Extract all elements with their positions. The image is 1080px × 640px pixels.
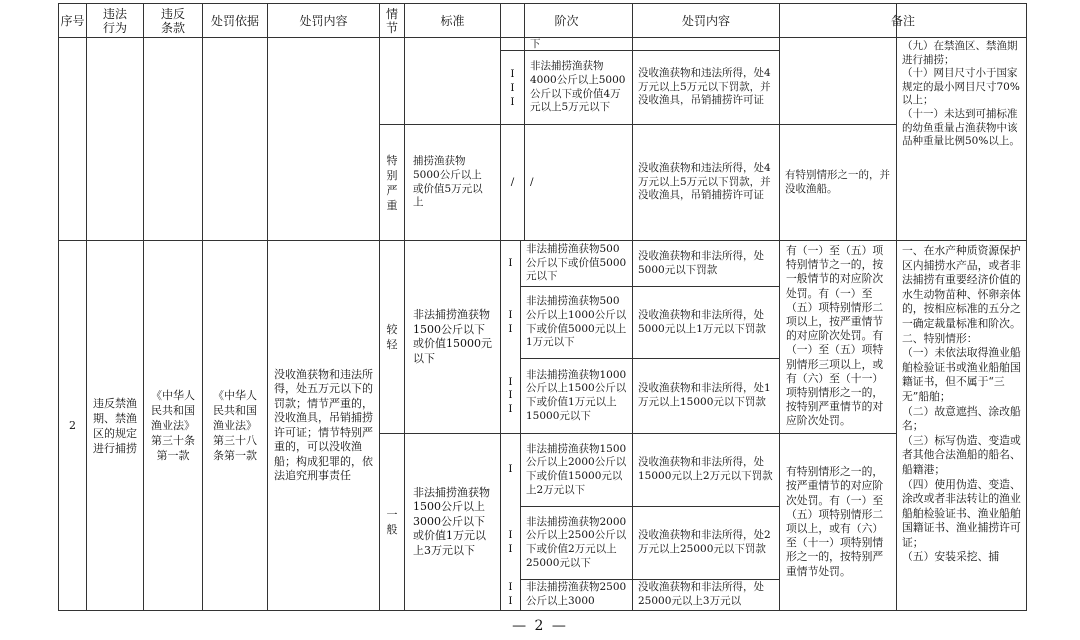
header-basis: 处罚依据	[210, 13, 259, 28]
light-tier-3-roman: I I I	[508, 375, 513, 415]
light-tier-2-roman: I I	[508, 308, 513, 335]
general-tier-1-roman: I	[508, 463, 513, 476]
general-remark: 有特别情形之一的，按严重情节的对应阶次处罚。有（一）至（五）项特别情形二项以上，或有（六）至（十一）项特别情形之一的，按特别严重情节处罚。	[786, 465, 884, 578]
header-remark: 备注	[890, 13, 915, 28]
entry-clause: 《中华人民共和国渔业法》第三十条第一款	[151, 389, 195, 462]
tier-penalty: 没收渔获物和违法所得，处4万元以上5万元以下罚款，并没收渔具，吊销捕捞许可证	[638, 67, 771, 107]
header-seq: 序号	[60, 13, 85, 28]
plot-label-special: 特别严重	[386, 153, 398, 212]
light-standard: 非法捕捞渔获物1500公斤以下或价值15000元以下	[413, 308, 492, 365]
header-tier: 阶次	[554, 13, 579, 28]
remark-continued: （九）在禁渔区、禁渔期进行捕捞； （十）网目尺寸小于国家规定的最小网目尺寸70%以上； （十一）未达到可捕标准的幼鱼重量占渔获物中该品种重量比例50%以上。	[902, 40, 1020, 148]
general-tier-3-roman: I I	[508, 581, 513, 607]
entry-basis: 《中华人民共和国渔业法》第三十八条第一款	[213, 389, 257, 462]
entry-act: 违反禁渔期、禁渔区的规定进行捕捞	[93, 396, 137, 455]
light-tier-2-text: 非法捕捞渔获物500公斤以上1000公斤以下或价值5000元以上1万元以下	[526, 295, 627, 349]
header-content: 处罚内容	[299, 13, 348, 28]
general-standard: 非法捕捞渔获物1500公斤以上3000公斤以下或价值1万元以上3万元以下	[413, 485, 490, 557]
light-tier-3-text: 非法捕捞渔获物1000公斤以上1500公斤以下或价值1万元以上15000元以下	[526, 368, 627, 422]
tier-fragment: 下	[530, 38, 541, 50]
slash-tier: /	[530, 175, 534, 188]
general-tier-2-penalty: 没收渔获物和非法所得，处2万元以上25000元以下罚款	[638, 529, 771, 555]
header-standard: 标准	[440, 13, 465, 28]
light-tier-1-roman: I	[508, 256, 513, 269]
general-tier-2-text: 非法捕捞渔获物2000公斤以上2500公斤以下或价值2万元以上25000元以下	[526, 515, 627, 569]
general-tier-3-penalty: 没收渔获物和非法所得，处25000元以上3万元以	[638, 581, 764, 607]
general-tier-2-roman: I I	[508, 529, 513, 555]
entry-remark: 一、在水产种质资源保护区内捕捞水产品，或者非法捕捞有重要经济价值的水生动物苗种、怀卵亲体的，按相应标准的五分之一确定裁量标准和阶次。 二、特别情形： （一）未依法取得渔业船舶检验证书或渔业船舶国籍证书，但不属于“三无”船舶； （二）故意遮挡、涂改船名； （三）标写伪造、变造或者其他合法渔船的船名、船籍港； （四）使用伪造、变造、涂改或者非法转让的渔业船舶检验证书、渔业船舶国籍证书、渔业捕捞许可证； （五）安装采挖、捕	[902, 244, 1021, 564]
light-remark: 有（一）至（五）项特别情节之一的，按一般情节的对应阶次处罚。有（一）至（五）项特别情形二项以上，按严重情节的对应阶次处罚。有（一）至（五）项特别情形三项以上，或有（六）至（十一）项特别情形之一的，按特别严重情节的对应阶次处罚。	[786, 244, 884, 428]
light-tier-2-penalty: 没收渔获物和非法所得，处5000元以上1万元以下罚款	[638, 308, 766, 335]
header-act: 违法行为	[102, 6, 127, 35]
tier-text: 非法捕捞渔获物4000公斤以上5000公斤以下或价值4万元以上5万元以下	[530, 60, 626, 114]
header-clause: 违反条款	[160, 6, 185, 35]
header-tier-content: 处罚内容	[681, 13, 730, 28]
entry-seq: 2	[69, 419, 76, 432]
general-tier-1-penalty: 没收渔获物和非法所得，处15000元以上2万元以下罚款	[638, 456, 773, 482]
entry-content: 没收渔获物和违法所得，处五万元以下的罚款；情节严重的，没收渔具，吊销捕捞许可证；情节特别严重的，可以没收渔船；构成犯罪的，依法追究刑事责任	[274, 367, 373, 482]
general-tier-3-text: 非法捕捞渔获物2500公斤以上3000	[526, 581, 627, 607]
light-tier-1-text: 非法捕捞渔获物500公斤以下或价值5000元以下	[526, 243, 627, 283]
special-penalty: 没收渔获物和违法所得，处4万元以上5万元以下罚款，并没收渔具，吊销捕捞许可证	[638, 162, 771, 202]
light-tier-1-penalty: 没收渔获物和非法所得，处5000元以下罚款	[638, 249, 764, 276]
light-tier-3-penalty: 没收渔获物和非法所得，处1万元以上15000元以下罚款	[638, 382, 771, 408]
tier-roman-3: I I I	[510, 67, 515, 108]
slash-roman: /	[510, 175, 515, 188]
page-number: — 2 —	[512, 618, 568, 634]
general-tier-1-text: 非法捕捞渔获物1500公斤以上2000公斤以下或价值15000元以上2万元以下	[526, 442, 627, 496]
special-standard: 捕捞渔获物5000公斤以上或价值5万元以上	[413, 155, 483, 209]
plot-label-general: 一般	[386, 508, 398, 536]
special-remark: 有特别情形之一的，并没收渔船。	[785, 168, 890, 195]
header-plot: 情节	[385, 6, 398, 35]
plot-label-light: 较轻	[386, 323, 398, 351]
